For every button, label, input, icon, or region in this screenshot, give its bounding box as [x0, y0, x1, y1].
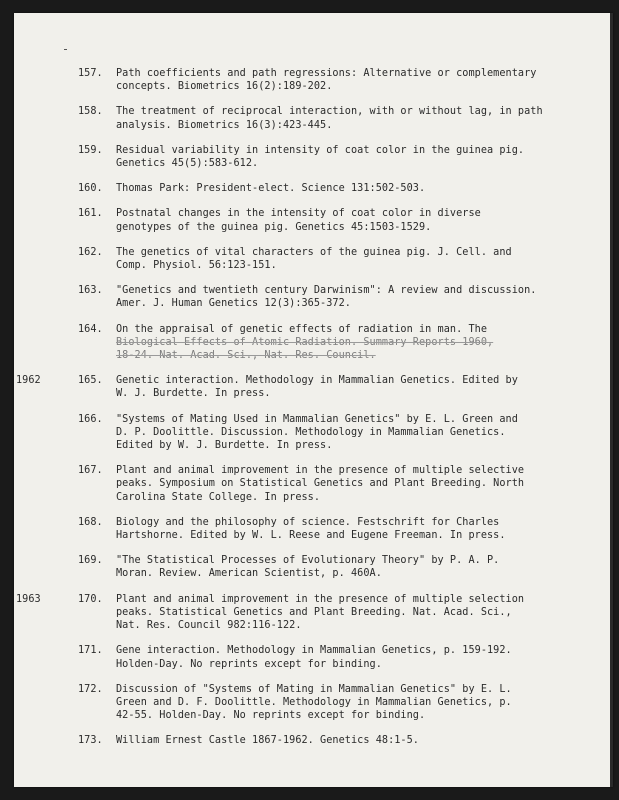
entry-number: 164.: [78, 323, 103, 335]
bibliography-entry: [14, 593, 610, 633]
citation-line: Residual variability in intensity of coat color in the guinea pig.: [116, 144, 525, 156]
citation-line: Biology and the philosophy of science. Festschrift for Charles: [116, 516, 500, 528]
bibliography-entry: [14, 144, 610, 170]
citation-line: Plant and animal improvement in the presence of multiple selection: [116, 593, 525, 605]
bibliography-entry: [14, 105, 610, 131]
entry-year: [14, 67, 64, 93]
bibliography-entry: [14, 644, 610, 670]
citation-line: William Ernest Castle 1867-1962. Genetics 48:1-5.: [116, 735, 419, 747]
entry-number: 163.: [78, 285, 103, 297]
citation-line: Biological Effects of Atomic Radiation. Summary Reports 1960,: [116, 336, 494, 348]
citation-line: On the appraisal of genetic effects of radiation in man. The: [116, 323, 488, 335]
entry-citation: [112, 554, 526, 580]
bibliography-entry: [14, 246, 610, 272]
stray-mark: [64, 49, 67, 50]
entry-year: [14, 554, 64, 580]
entry-number: 170.: [78, 593, 103, 605]
entry-citation: [112, 144, 526, 170]
citation-line: Hartshorne. Edited by W. L. Reese and Eugene Freeman. In press.: [116, 530, 506, 542]
entry-year: [14, 284, 64, 310]
citation-line: Path coefficients and path regressions: Alternative or complementary: [116, 68, 537, 79]
citation-line: Genetics 45(5):583-612.: [116, 158, 259, 170]
entry-number: 158.: [78, 106, 103, 118]
citation-line: D. P. Doolittle. Discussion. Methodology in Mammalian Genetics.: [116, 426, 506, 438]
entry-year: [14, 246, 64, 272]
entry-number: 161.: [78, 208, 103, 220]
entry-number: 173.: [78, 735, 103, 747]
citation-line: 42-55. Holden-Day. No reprints except for binding.: [116, 710, 426, 722]
citation-line: Green and D. F. Doolittle. Methodology in Mammalian Genetics, p.: [116, 696, 512, 708]
citation-line: 18-24. Nat. Acad. Sci., Nat. Res. Council.: [116, 350, 376, 362]
entry-number: 159.: [78, 144, 103, 156]
citation-line: Gene interaction. Methodology in Mammalian Genetics, p. 159-192.: [116, 645, 512, 657]
citation-line: genotypes of the guinea pig. Genetics 45:1503-1529.: [116, 221, 432, 233]
entry-citation: [112, 284, 537, 310]
citation-line: W. J. Burdette. In press.: [116, 388, 271, 400]
entry-citation: [112, 67, 537, 93]
document-page: [14, 13, 613, 787]
bibliography-entry: [14, 516, 610, 542]
bibliography-list: [14, 67, 610, 760]
entry-year: [14, 207, 64, 233]
citation-line: Comp. Physiol. 56:123-151.: [116, 260, 277, 272]
bibliography-entry: [14, 374, 610, 400]
citation-line: "Systems of Mating Used in Mammalian Genetics" by E. L. Green and: [116, 413, 518, 425]
entry-year: 1963: [16, 593, 41, 605]
entry-number: 167.: [78, 465, 103, 477]
bibliography-entry: [14, 683, 610, 723]
entry-citation: [112, 207, 526, 233]
bibliography-entry: [14, 207, 610, 233]
entry-year: [14, 413, 64, 453]
entry-year: [14, 683, 64, 723]
citation-line: analysis. Biometrics 16(3):423-445.: [116, 119, 333, 131]
entry-number: 166.: [78, 413, 103, 425]
entry-year: [14, 644, 64, 670]
citation-line: Plant and animal improvement in the presence of multiple selective: [116, 465, 525, 477]
entry-year: [14, 516, 64, 542]
citation-line: Carolina State College. In press.: [116, 491, 321, 503]
entry-citation: [112, 644, 526, 670]
entry-citation: [112, 464, 526, 504]
citation-line: Nat. Res. Council 982:116-122.: [116, 620, 302, 632]
citation-line: Genetic interaction. Methodology in Mammalian Genetics. Edited by: [116, 375, 518, 387]
citation-line: Edited by W. J. Burdette. In press.: [116, 440, 333, 452]
entry-citation: [112, 593, 526, 633]
entry-year: [14, 144, 64, 170]
citation-line: Holden-Day. No reprints except for binding.: [116, 658, 382, 670]
bibliography-entry: [14, 284, 610, 310]
entry-number: 172.: [78, 683, 103, 695]
entry-citation: [112, 683, 526, 723]
citation-line: Moran. Review. American Scientist, p. 460A.: [116, 568, 382, 580]
citation-line: The treatment of reciprocal interaction, with or without lag, in path: [116, 106, 543, 118]
entry-citation: [112, 105, 543, 131]
entry-year: [14, 105, 64, 131]
entry-number: 171.: [78, 645, 103, 657]
citation-line: Discussion of "Systems of Mating in Mammalian Genetics" by E. L.: [116, 683, 512, 695]
bibliography-entry: [14, 734, 610, 747]
entry-year: [14, 734, 64, 747]
entry-citation: [112, 323, 526, 363]
entry-number: 162.: [78, 246, 103, 258]
entry-citation: [112, 182, 526, 195]
entry-citation: [112, 734, 526, 747]
bibliography-entry: [14, 464, 610, 504]
entry-number: 168.: [78, 516, 103, 528]
entry-year: [14, 182, 64, 195]
citation-line: "The Statistical Processes of Evolutionary Theory" by P. A. P.: [116, 555, 500, 567]
bibliography-entry: [14, 413, 610, 453]
citation-line: Postnatal changes in the intensity of coat color in diverse: [116, 208, 481, 220]
citation-line: The genetics of vital characters of the guinea pig. J. Cell. and: [116, 246, 512, 258]
bibliography-entry: [14, 67, 610, 93]
citation-line: concepts. Biometrics 16(2):189-202.: [116, 81, 333, 93]
bibliography-entry: [14, 554, 610, 580]
bibliography-entry: [14, 182, 610, 195]
entry-year: [14, 464, 64, 504]
entry-citation: [112, 374, 526, 400]
citation-line: Thomas Park: President-elect. Science 131:502-503.: [116, 183, 426, 195]
citation-line: peaks. Symposium on Statistical Genetics and Plant Breeding. North: [116, 478, 525, 490]
entry-citation: [112, 516, 526, 542]
entry-year: 1962: [16, 375, 41, 387]
citation-line: peaks. Statistical Genetics and Plant Breeding. Nat. Acad. Sci.,: [116, 606, 512, 618]
entry-number: 169.: [78, 555, 103, 567]
citation-line: Amer. J. Human Genetics 12(3):365-372.: [116, 298, 351, 310]
entry-number: 160.: [78, 183, 103, 195]
entry-year: [14, 323, 64, 363]
entry-number: 157.: [78, 68, 103, 79]
bibliography-entry: [14, 323, 610, 363]
entry-citation: [112, 413, 526, 453]
entry-citation: [112, 246, 526, 272]
citation-line: "Genetics and twentieth century Darwinism": A review and discussion.: [116, 285, 537, 297]
entry-number: 165.: [78, 375, 103, 387]
